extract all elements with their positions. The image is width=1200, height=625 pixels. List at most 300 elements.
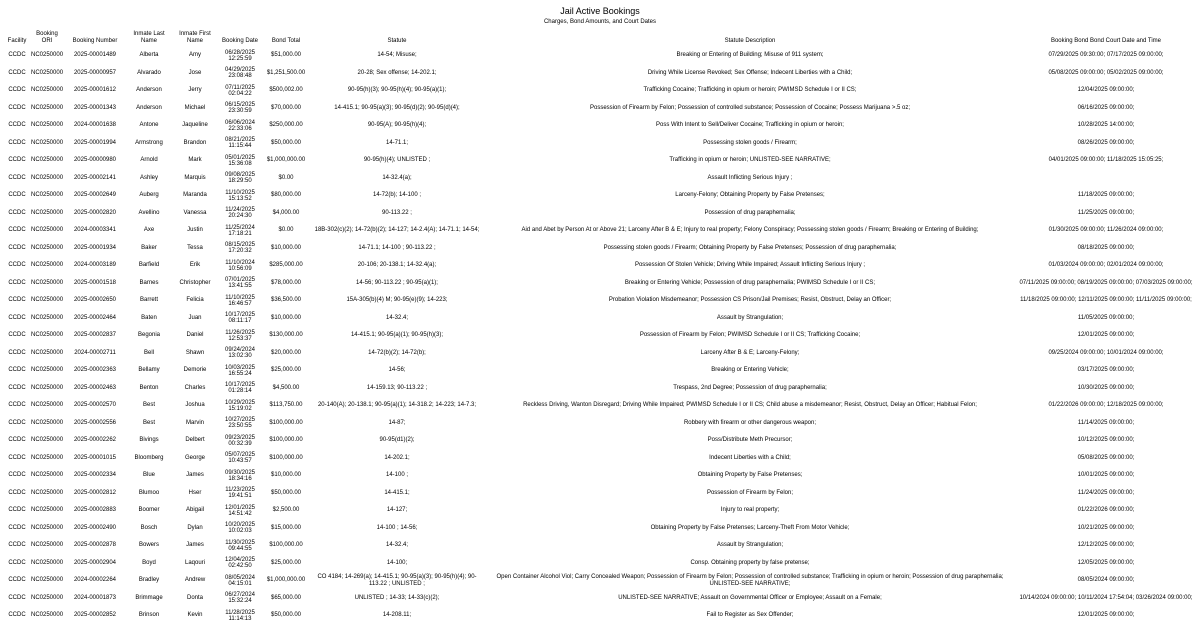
- court-date-cell: 10/01/2025 09:00:00;: [1077, 472, 1135, 479]
- table-row: [4, 555, 1196, 573]
- court-date-cell: 10/21/2025 09:00:00;: [1077, 524, 1135, 531]
- facility-cell: CCDC: [8, 262, 26, 269]
- booking-number-cell: 2025-00002141: [73, 174, 117, 181]
- column-header: Booking Bond Bond Court Date and Time: [1050, 38, 1162, 44]
- statute-description-cell: Breaking or Entering Vehicle; Possession of drug paraphernalia; PWIMSD Schedule I or II CS;: [624, 279, 876, 286]
- booking-number-cell: 2025-00001934: [73, 244, 117, 251]
- table-row: [4, 362, 1196, 380]
- statute-description-cell: Possession of Firearm by Felon;: [706, 489, 794, 496]
- last-name-cell: Alvarado: [137, 69, 161, 76]
- bookings-table: [4, 29, 1196, 625]
- statute-description-cell: Injury to real property;: [720, 507, 780, 514]
- bond-total-cell: $100,000.00: [269, 437, 303, 444]
- facility-cell: CCDC: [8, 437, 26, 444]
- court-date-cell: 04/01/2025 09:00:00; 11/18/2025 15:05:25;: [1048, 157, 1164, 164]
- booking-number-cell: 2025-00000980: [73, 157, 117, 164]
- booking-date-cell: 05/07/2025 10:43:57: [224, 452, 256, 465]
- booking-ori-cell: NC0250000: [31, 174, 64, 181]
- booking-date-cell: 11/25/2024 17:18:21: [225, 224, 255, 237]
- booking-number-cell: 2024-00002264: [73, 577, 117, 584]
- booking-number-cell: 2025-00002363: [73, 367, 117, 374]
- booking-number-cell: 2025-00000957: [73, 69, 117, 76]
- statute-description-cell: Possessing stolen goods / Firearm;: [703, 139, 797, 146]
- first-name-cell: Abigail: [185, 507, 204, 514]
- booking-date-cell: 11/28/2025 11:14:13: [225, 609, 255, 622]
- booking-ori-cell: NC0250000: [31, 297, 64, 304]
- table-row: [4, 152, 1196, 170]
- table-row: [4, 380, 1196, 398]
- first-name-cell: Jerry: [188, 87, 202, 94]
- booking-date-cell: 11/10/2025 16:46:57: [225, 294, 255, 307]
- table-row: [4, 170, 1196, 188]
- booking-date-cell: 10/17/2025 08:11:17: [224, 312, 256, 325]
- booking-number-cell: 2025-00002904: [73, 559, 117, 566]
- booking-date-cell: 11/24/2025 20:24:30: [225, 207, 255, 220]
- booking-ori-cell: NC0250000: [31, 262, 64, 269]
- booking-number-cell: 2025-00002570: [73, 402, 117, 409]
- booking-number-cell: 2024-00003341: [73, 227, 117, 234]
- bond-total-cell: $250,000.00: [269, 122, 303, 129]
- court-date-cell: 01/22/2026 09:00:00; 12/18/2025 09:00:00;: [1048, 402, 1164, 409]
- statute-description-cell: Reckless Driving, Wanton Disregard; Driving While Impaired; PWIMSD Schedule I or II CS; Child abuse a misdemeanor; Resist, Obstruct, Delay an Officer; Habitual Felon;: [523, 402, 977, 409]
- court-date-cell: 11/25/2025 09:00:00;: [1077, 209, 1135, 216]
- booking-date-cell: 08/21/2025 11:15:44: [224, 137, 256, 150]
- statute-cell: 14-100;: [386, 559, 408, 566]
- booking-date-cell: 11/10/2024 10:56:09: [225, 259, 255, 272]
- bond-total-cell: $36,500.00: [270, 297, 302, 304]
- booking-ori-cell: NC0250000: [31, 472, 64, 479]
- booking-ori-cell: NC0250000: [31, 314, 64, 321]
- last-name-cell: Boyd: [142, 559, 156, 566]
- booking-number-cell: 2025-00002812: [73, 489, 117, 496]
- table-row: [4, 222, 1196, 240]
- last-name-cell: Armstrong: [135, 139, 163, 146]
- booking-date-cell: 11/23/2025 19:41:51: [225, 487, 255, 500]
- first-name-cell: Laqouri: [184, 559, 205, 566]
- last-name-cell: Ashley: [139, 174, 158, 181]
- court-date-cell: 08/18/2025 09:00:00;: [1077, 244, 1135, 251]
- booking-number-cell: 2025-00002650: [73, 297, 117, 304]
- statute-cell: 20-106; 20-138.1; 14-32.4(a);: [357, 262, 437, 269]
- facility-cell: CCDC: [8, 69, 26, 76]
- bond-total-cell: $50,000.00: [270, 612, 302, 619]
- court-date-cell: 12/04/2025 09:00:00;: [1077, 87, 1135, 94]
- bond-total-cell: $10,000.00: [270, 244, 302, 251]
- column-header: Booking ORI: [36, 31, 58, 44]
- statute-cell: 14-415.1;: [384, 489, 410, 496]
- last-name-cell: Bellamy: [138, 367, 160, 374]
- table-row: [4, 100, 1196, 118]
- statute-description-cell: Possession Of Stolen Vehicle; Driving While Impaired; Assault Inflicting Serious Injury ;: [634, 262, 866, 269]
- booking-number-cell: 2025-00001015: [73, 454, 117, 461]
- statute-cell: 18B-302(c)(2); 14-72(b)(2); 14-127; 14-2.4(A); 14-71.1; 14-54;: [314, 227, 480, 234]
- booking-date-cell: 12/01/2025 14:51:42: [224, 504, 256, 517]
- statute-description-cell: Larceny-Felony; Obtaining Property by False Pretenses;: [675, 192, 825, 199]
- last-name-cell: Baten: [141, 314, 157, 321]
- last-name-cell: Axe: [143, 227, 155, 234]
- bond-total-cell: $1,000,000.00: [266, 157, 306, 164]
- table-row: [4, 117, 1196, 135]
- bond-total-cell: $4,000.00: [272, 209, 300, 216]
- booking-number-cell: 2025-00002464: [73, 314, 117, 321]
- last-name-cell: Bloomberg: [134, 454, 164, 461]
- column-header: Facility: [7, 38, 27, 44]
- table-row: [4, 257, 1196, 275]
- statute-cell: 20-28; Sex offense; 14-202.1;: [357, 69, 437, 76]
- statute-cell: 14-100 ; 14-56;: [376, 524, 418, 531]
- statute-cell: 14-415.1; 90-95(a)(1); 90-95(h)(3);: [350, 332, 444, 339]
- statute-description-cell: Obtaining Property by False Pretenses;: [697, 472, 803, 479]
- table-row: [4, 485, 1196, 503]
- table-body: [4, 47, 1196, 625]
- last-name-cell: Bradley: [138, 577, 160, 584]
- first-name-cell: Andrew: [184, 577, 206, 584]
- facility-cell: CCDC: [8, 279, 26, 286]
- facility-cell: CCDC: [8, 157, 26, 164]
- booking-ori-cell: NC0250000: [31, 507, 64, 514]
- booking-date-cell: 07/01/2025 13:41:55: [224, 277, 256, 290]
- statute-description-cell: Assault by Strangulation;: [716, 542, 784, 549]
- facility-cell: CCDC: [8, 454, 26, 461]
- booking-ori-cell: NC0250000: [31, 192, 64, 199]
- bond-total-cell: $25,000.00: [270, 367, 302, 374]
- court-date-cell: 10/30/2025 09:00:00;: [1077, 384, 1135, 391]
- court-date-cell: 10/28/2025 14:00:00;: [1077, 122, 1135, 129]
- first-name-cell: Dylan: [187, 524, 203, 531]
- facility-cell: CCDC: [8, 332, 26, 339]
- bond-total-cell: $80,000.00: [270, 192, 302, 199]
- statute-cell: 14-208.11;: [382, 612, 412, 619]
- last-name-cell: Arnold: [140, 157, 158, 164]
- first-name-cell: Felicia: [186, 297, 204, 304]
- statute-cell: 15A-305(b)(4) M; 90-95(e)(9); 14-223;: [346, 297, 448, 304]
- court-date-cell: 09/25/2024 09:00:00; 10/01/2024 09:00:00;: [1048, 349, 1164, 356]
- column-header: Statute Description: [724, 38, 776, 44]
- booking-date-cell: 10/27/2025 23:50:55: [224, 417, 256, 430]
- facility-cell: CCDC: [8, 192, 26, 199]
- booking-number-cell: 2024-00003189: [73, 262, 117, 269]
- court-date-cell: 05/08/2025 09:00:00; 05/02/2025 09:00:00;: [1048, 69, 1164, 76]
- court-date-cell: 07/11/2025 09:00:00; 08/19/2025 09:00:00; 07/03/2025 09:00:00;: [1019, 279, 1193, 286]
- last-name-cell: Blumoo: [138, 489, 160, 496]
- booking-ori-cell: NC0250000: [31, 419, 64, 426]
- table-row: [4, 205, 1196, 223]
- facility-cell: CCDC: [8, 227, 26, 234]
- statute-description-cell: Robbery with firearm or other dangerous weapon;: [683, 419, 817, 426]
- first-name-cell: Michael: [184, 104, 206, 111]
- last-name-cell: Alberta: [139, 52, 159, 59]
- first-name-cell: Kevin: [187, 612, 203, 619]
- booking-date-cell: 05/01/2025 15:36:08: [224, 154, 256, 167]
- first-name-cell: Justin: [187, 227, 203, 234]
- column-header: Inmate Last Name: [133, 31, 165, 44]
- report-subtitle: Charges, Bond Amounts, and Court Dates: [543, 19, 657, 25]
- facility-cell: CCDC: [8, 472, 26, 479]
- statute-cell: 14-32.4;: [385, 542, 409, 549]
- court-date-cell: 12/01/2025 09:00:00;: [1077, 332, 1135, 339]
- booking-date-cell: 07/11/2025 02:04:22: [225, 84, 255, 97]
- booking-ori-cell: NC0250000: [31, 139, 64, 146]
- last-name-cell: Barrett: [139, 297, 158, 304]
- court-date-cell: 03/17/2025 09:00:00;: [1077, 367, 1135, 374]
- booking-ori-cell: NC0250000: [31, 524, 64, 531]
- facility-cell: CCDC: [8, 244, 26, 251]
- bond-total-cell: $4,500.00: [272, 384, 300, 391]
- first-name-cell: James: [186, 542, 204, 549]
- booking-ori-cell: NC0250000: [31, 594, 64, 601]
- booking-ori-cell: NC0250000: [31, 454, 64, 461]
- court-date-cell: 10/12/2025 09:00:00;: [1077, 437, 1135, 444]
- facility-cell: CCDC: [8, 507, 26, 514]
- statute-cell: 90-95(h)(4); UNLISTED ;: [363, 157, 431, 164]
- table-row: [4, 327, 1196, 345]
- booking-ori-cell: NC0250000: [31, 227, 64, 234]
- bond-total-cell: $50,000.00: [270, 489, 302, 496]
- facility-cell: CCDC: [8, 314, 26, 321]
- table-row: [4, 415, 1196, 433]
- booking-ori-cell: NC0250000: [31, 489, 64, 496]
- statute-description-cell: Breaking or Entering of Building; Misuse of 911 system;: [676, 52, 824, 59]
- table-row: [4, 310, 1196, 328]
- table-row: [4, 135, 1196, 153]
- table-row: [4, 65, 1196, 83]
- court-date-cell: 11/24/2025 09:00:00;: [1077, 489, 1135, 496]
- statute-description-cell: Possessing stolen goods / Firearm; Obtaining Property by False Pretenses; Possession of drug paraphernalia;: [603, 244, 897, 251]
- last-name-cell: Begonia: [137, 332, 161, 339]
- last-name-cell: Barnes: [139, 279, 159, 286]
- bond-total-cell: $100,000.00: [269, 454, 303, 461]
- table-row: [4, 292, 1196, 310]
- statute-description-cell: Breaking or Entering Vehicle;: [711, 367, 789, 374]
- first-name-cell: Christopher: [179, 279, 211, 286]
- booking-date-cell: 09/08/2025 18:29:50: [224, 172, 256, 185]
- bond-total-cell: $130,000.00: [269, 332, 303, 339]
- statute-cell: 14-72(b)(2); 14-72(b);: [368, 349, 426, 356]
- column-header: Statute: [387, 38, 407, 44]
- booking-number-cell: 2025-00001612: [73, 87, 117, 94]
- booking-number-cell: 2025-00002837: [73, 332, 117, 339]
- last-name-cell: Bivings: [139, 437, 159, 444]
- last-name-cell: Antone: [139, 122, 159, 129]
- statute-cell: 14-159.13; 90-113.22 ;: [366, 384, 428, 391]
- facility-cell: CCDC: [8, 577, 26, 584]
- booking-ori-cell: NC0250000: [31, 437, 64, 444]
- statute-description-cell: Consp. Obtaining property by false pretense;: [690, 559, 810, 566]
- last-name-cell: Best: [142, 419, 155, 426]
- first-name-cell: Charles: [184, 384, 206, 391]
- bond-total-cell: $100,000.00: [269, 542, 303, 549]
- statute-cell: 14-71.1;: [385, 139, 409, 146]
- booking-ori-cell: NC0250000: [31, 104, 64, 111]
- statute-description-cell: Trespass, 2nd Degree; Possession of drug paraphernalia;: [673, 384, 827, 391]
- booking-number-cell: 2024-00001638: [73, 122, 117, 129]
- first-name-cell: George: [184, 454, 205, 461]
- last-name-cell: Brimmage: [135, 594, 163, 601]
- last-name-cell: Anderson: [136, 104, 162, 111]
- statute-description-cell: Obtaining Property by False Pretenses; Larceny-Theft From Motor Vehicle;: [650, 524, 850, 531]
- booking-number-cell: 2025-00002334: [73, 472, 117, 479]
- bond-total-cell: $500,002.00: [269, 87, 303, 94]
- table-row: [4, 572, 1196, 590]
- first-name-cell: Donta: [186, 594, 203, 601]
- table-row: [4, 240, 1196, 258]
- facility-cell: CCDC: [8, 52, 26, 59]
- last-name-cell: Auberg: [139, 192, 159, 199]
- booking-number-cell: 2025-00002556: [73, 419, 117, 426]
- first-name-cell: Hser: [188, 489, 202, 496]
- statute-cell: 90-95(A); 90-95(h)(4);: [367, 122, 427, 129]
- bond-total-cell: $10,000.00: [270, 472, 302, 479]
- first-name-cell: Juan: [188, 314, 202, 321]
- facility-cell: CCDC: [8, 87, 26, 94]
- booking-date-cell: 09/23/2025 00:32:39: [224, 434, 256, 447]
- last-name-cell: Bosch: [140, 524, 158, 531]
- statute-description-cell: Aid and Abet by Person At or Above 21; Larceny After B & E; Injury to real property; Felony Conspiracy; Possessing stolen goods / Firearm; Breaking or Entering of Building;: [521, 227, 979, 234]
- statute-cell: UNLISTED ; 14-33; 14-33(c)(2);: [354, 594, 440, 601]
- table-row: [4, 467, 1196, 485]
- statute-description-cell: Poss With Intent to Sell/Deliver Cocaine; Trafficking in opium or heroin;: [656, 122, 844, 129]
- bond-total-cell: $1,251,500.00: [266, 69, 306, 76]
- booking-ori-cell: NC0250000: [31, 332, 64, 339]
- report-title: Jail Active Bookings: [560, 6, 640, 16]
- booking-ori-cell: NC0250000: [31, 542, 64, 549]
- booking-ori-cell: NC0250000: [31, 122, 64, 129]
- court-date-cell: 05/08/2025 09:00:00;: [1077, 454, 1135, 461]
- first-name-cell: Vanessa: [183, 209, 207, 216]
- statute-description-cell: Open Container Alcohol Viol; Carry Concealed Weapon; Possession of Firearm by Felon; Possession of controlled substance; Trafficking in opium or heroin; Possession of drug paraphernalia; UNLISTED-SEE NARRATIVE;: [496, 573, 1004, 587]
- statute-cell: 90-95(d1)(2);: [379, 437, 415, 444]
- table-row: [4, 432, 1196, 450]
- first-name-cell: Jaqueline: [182, 122, 208, 129]
- court-date-cell: 07/29/2025 09:30:00; 07/17/2025 09:00:00;: [1048, 52, 1164, 59]
- facility-cell: CCDC: [8, 139, 26, 146]
- court-date-cell: 08/26/2025 09:00:00;: [1077, 139, 1135, 146]
- bond-total-cell: $51,000.00: [270, 52, 302, 59]
- bond-total-cell: $65,000.00: [270, 594, 302, 601]
- booking-ori-cell: NC0250000: [31, 367, 64, 374]
- booking-date-cell: 10/29/2025 15:19:02: [224, 399, 256, 412]
- statute-cell: 14-127;: [386, 507, 408, 514]
- last-name-cell: Avellino: [138, 209, 160, 216]
- statute-cell: 20-140(A); 20-138.1; 90-95(a)(1); 14-318.2; 14-223; 14-7.3;: [317, 402, 477, 409]
- booking-date-cell: 10/03/2025 16:55:24: [224, 364, 256, 377]
- booking-date-cell: 11/30/2025 09:44:55: [225, 539, 255, 552]
- statute-cell: 14-100 ;: [385, 472, 409, 479]
- booking-number-cell: 2025-00002463: [73, 384, 117, 391]
- facility-cell: CCDC: [8, 559, 26, 566]
- last-name-cell: Benton: [139, 384, 159, 391]
- statute-cell: 14-71.1; 14-100 ; 90-113.22 ;: [358, 244, 436, 251]
- facility-cell: CCDC: [8, 297, 26, 304]
- booking-ori-cell: NC0250000: [31, 52, 64, 59]
- statute-cell: 14-72(b); 14-100 ;: [372, 192, 422, 199]
- table-row: [4, 537, 1196, 555]
- statute-description-cell: Possession of Firearm by Felon; PWIMSD Schedule I or II CS; Trafficking Cocaine;: [639, 332, 861, 339]
- court-date-cell: 12/05/2025 09:00:00;: [1077, 559, 1135, 566]
- facility-cell: CCDC: [8, 524, 26, 531]
- statute-description-cell: UNLISTED-SEE NARRATIVE; Assault on Governmental Officer or Employee; Assault on a Female;: [618, 594, 882, 601]
- statute-description-cell: Poss/Distribute Meth Precursor;: [707, 437, 793, 444]
- booking-date-cell: 06/06/2024 22:33:06: [224, 119, 256, 132]
- table-row: [4, 520, 1196, 538]
- statute-description-cell: Assault Inflicting Serious Injury ;: [707, 174, 793, 181]
- first-name-cell: Marquis: [184, 174, 206, 181]
- booking-date-cell: 10/20/2025 10:02:03: [224, 522, 256, 535]
- facility-cell: CCDC: [8, 594, 26, 601]
- bond-total-cell: $285,000.00: [269, 262, 303, 269]
- first-name-cell: Shawn: [185, 349, 205, 356]
- statute-description-cell: Trafficking in opium or heroin; UNLISTED-SEE NARRATIVE;: [669, 157, 831, 164]
- court-date-cell: 11/18/2025 09:00:00; 12/11/2025 09:00:00; 11/11/2025 09:00:00;: [1020, 297, 1192, 304]
- booking-date-cell: 08/05/2024 04:15:01: [224, 574, 256, 587]
- court-date-cell: 11/05/2025 09:00:00;: [1077, 314, 1135, 321]
- statute-description-cell: Fail to Register as Sex Offender;: [706, 612, 794, 619]
- statute-description-cell: Trafficking Cocaine; Trafficking in opium or heroin; PWIMSD Schedule I or II CS;: [643, 87, 857, 94]
- table-row: [4, 607, 1196, 625]
- booking-number-cell: 2025-00002852: [73, 612, 117, 619]
- bond-total-cell: $78,000.00: [270, 279, 302, 286]
- statute-description-cell: Assault by Strangulation;: [716, 314, 784, 321]
- booking-number-cell: 2025-00001343: [73, 104, 117, 111]
- booking-date-cell: 09/30/2025 18:34:16: [224, 469, 256, 482]
- court-date-cell: 10/14/2024 09:00:00; 10/11/2024 17:54:04; 03/26/2024 09:00:00;: [1019, 594, 1193, 601]
- booking-ori-cell: NC0250000: [31, 244, 64, 251]
- bond-total-cell: $0.00: [278, 227, 294, 234]
- table-header-row: [4, 29, 1196, 47]
- facility-cell: CCDC: [8, 402, 26, 409]
- facility-cell: CCDC: [8, 384, 26, 391]
- court-date-cell: 11/14/2025 09:00:00;: [1077, 419, 1135, 426]
- statute-description-cell: Possession of drug paraphernalia;: [704, 209, 796, 216]
- booking-date-cell: 06/27/2024 15:32:24: [224, 592, 256, 605]
- statute-cell: 14-56; 90-113.22 ; 90-95(a)(1);: [356, 279, 438, 286]
- statute-description-cell: Larceny After B & E; Larceny-Felony;: [700, 349, 800, 356]
- first-name-cell: Amy: [189, 52, 201, 59]
- last-name-cell: Bell: [143, 349, 154, 356]
- booking-ori-cell: NC0250000: [31, 69, 64, 76]
- court-date-cell: 12/01/2025 09:00:00;: [1077, 612, 1135, 619]
- statute-cell: 90-95(h)(3); 90-95(h)(4); 90-95(a)(1);: [347, 87, 447, 94]
- bond-total-cell: $0.00: [278, 174, 294, 181]
- table-row: [4, 450, 1196, 468]
- booking-ori-cell: NC0250000: [31, 559, 64, 566]
- booking-date-cell: 12/04/2025 02:42:50: [224, 557, 256, 570]
- column-header: Inmate First Name: [179, 31, 211, 44]
- booking-ori-cell: NC0250000: [31, 577, 64, 584]
- facility-cell: CCDC: [8, 367, 26, 374]
- bond-total-cell: $113,750.00: [269, 402, 303, 409]
- first-name-cell: Delbert: [185, 437, 205, 444]
- last-name-cell: Blue: [142, 472, 155, 479]
- booking-number-cell: 2025-00002490: [73, 524, 117, 531]
- booking-ori-cell: NC0250000: [31, 612, 64, 619]
- report-header: [0, 0, 1200, 27]
- table-row: [4, 502, 1196, 520]
- booking-date-cell: 09/24/2024 13:02:30: [224, 347, 256, 360]
- facility-cell: CCDC: [8, 489, 26, 496]
- booking-ori-cell: NC0250000: [31, 87, 64, 94]
- bond-total-cell: $70,000.00: [270, 104, 302, 111]
- last-name-cell: Baker: [141, 244, 157, 251]
- booking-number-cell: 2025-00001518: [73, 279, 117, 286]
- booking-date-cell: 06/28/2025 12:25:59: [224, 49, 256, 62]
- statute-cell: 14-56;: [388, 367, 406, 374]
- facility-cell: CCDC: [8, 174, 26, 181]
- statute-cell: 14-415.1; 90-95(a)(3); 90-95(d)(2); 90-95(d)(4);: [334, 104, 460, 111]
- statute-description-cell: Driving While License Revoked; Sex Offense; Indecent Liberties with a Child;: [647, 69, 853, 76]
- statute-cell: 14-32.4;: [385, 314, 409, 321]
- bond-total-cell: $100,000.00: [269, 419, 303, 426]
